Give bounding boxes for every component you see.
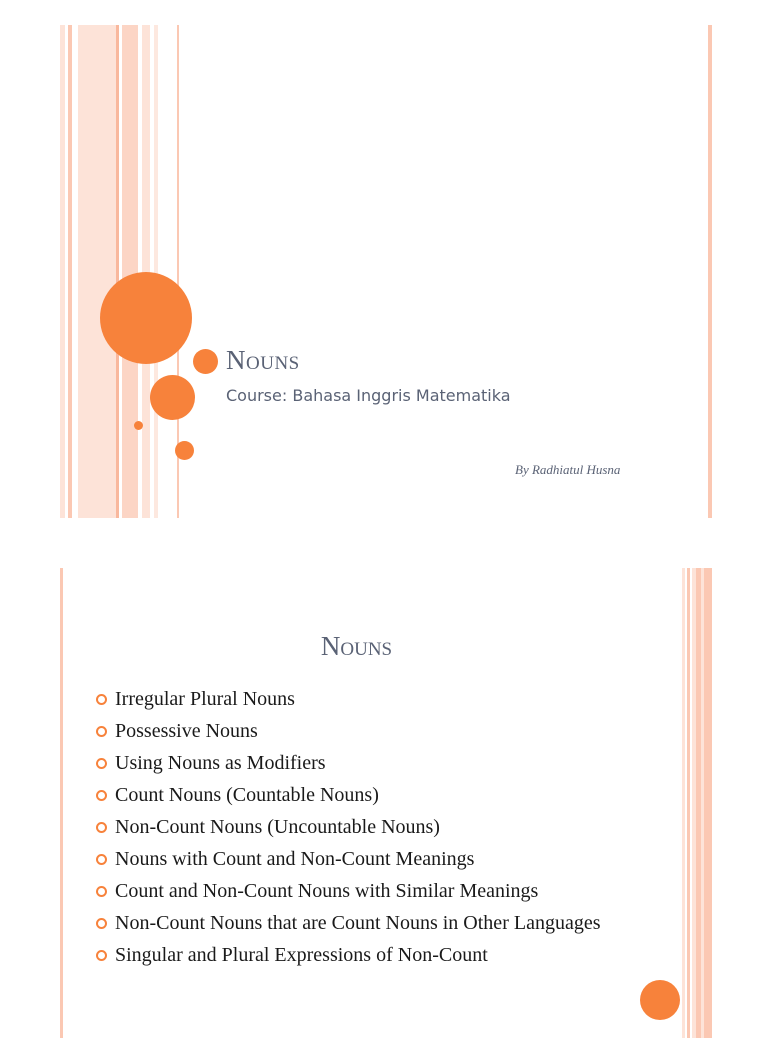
decor-band: [78, 25, 116, 518]
slide-title: [60, 25, 713, 518]
decor-band: [122, 25, 138, 518]
decor-band: [708, 25, 712, 518]
slide-heading: Nouns: [320, 631, 393, 661]
bullet-ring-icon: [96, 694, 107, 705]
topic-list: [96, 686, 618, 974]
bullet-ring-icon: [96, 790, 107, 801]
bullet-ring-icon: [96, 854, 107, 865]
list-item: Possessive Nouns: [96, 718, 618, 744]
list-item: Non-Count Nouns (Uncountable Nouns): [96, 814, 618, 840]
decor-band: [154, 25, 158, 518]
decor-circle: [100, 272, 192, 364]
list-item: Count and Non-Count Nouns with Similar Meanings: [96, 878, 618, 904]
bullet-ring-icon: [96, 918, 107, 929]
bullet-ring-icon: [96, 950, 107, 961]
decor-circle: [150, 375, 195, 420]
decor-band: [116, 25, 119, 518]
decor-band: [682, 568, 685, 1038]
decor-circle: [134, 421, 143, 430]
list-item: Count Nouns (Countable Nouns): [96, 782, 618, 808]
decor-band: [68, 25, 72, 518]
bullet-ring-icon: [96, 822, 107, 833]
bullet-ring-icon: [96, 758, 107, 769]
bullet-ring-icon: [96, 886, 107, 897]
list-item: Using Nouns as Modifiers: [96, 750, 618, 776]
decor-band: [60, 25, 65, 518]
decor-circle: [193, 349, 218, 374]
author-line: By Radhiatul Husna: [515, 462, 621, 477]
list-item: Irregular Plural Nouns: [96, 686, 618, 712]
decor-band: [687, 568, 690, 1038]
list-item: Non-Count Nouns that are Count Nouns in Other Languages: [96, 910, 618, 936]
bullet-ring-icon: [96, 726, 107, 737]
decor-band: [701, 568, 704, 1038]
list-item: Nouns with Count and Non-Count Meanings: [96, 846, 618, 872]
decor-circle: [175, 441, 194, 460]
slide-title-heading: Nouns: [226, 345, 300, 375]
decor-band: [696, 568, 712, 1038]
slide-contents: [60, 568, 713, 1038]
course-subtitle: Course: Bahasa Inggris Matematika: [226, 386, 511, 405]
decor-circle: [640, 980, 680, 1020]
list-item: Singular and Plural Expressions of Non-Count: [96, 942, 618, 968]
